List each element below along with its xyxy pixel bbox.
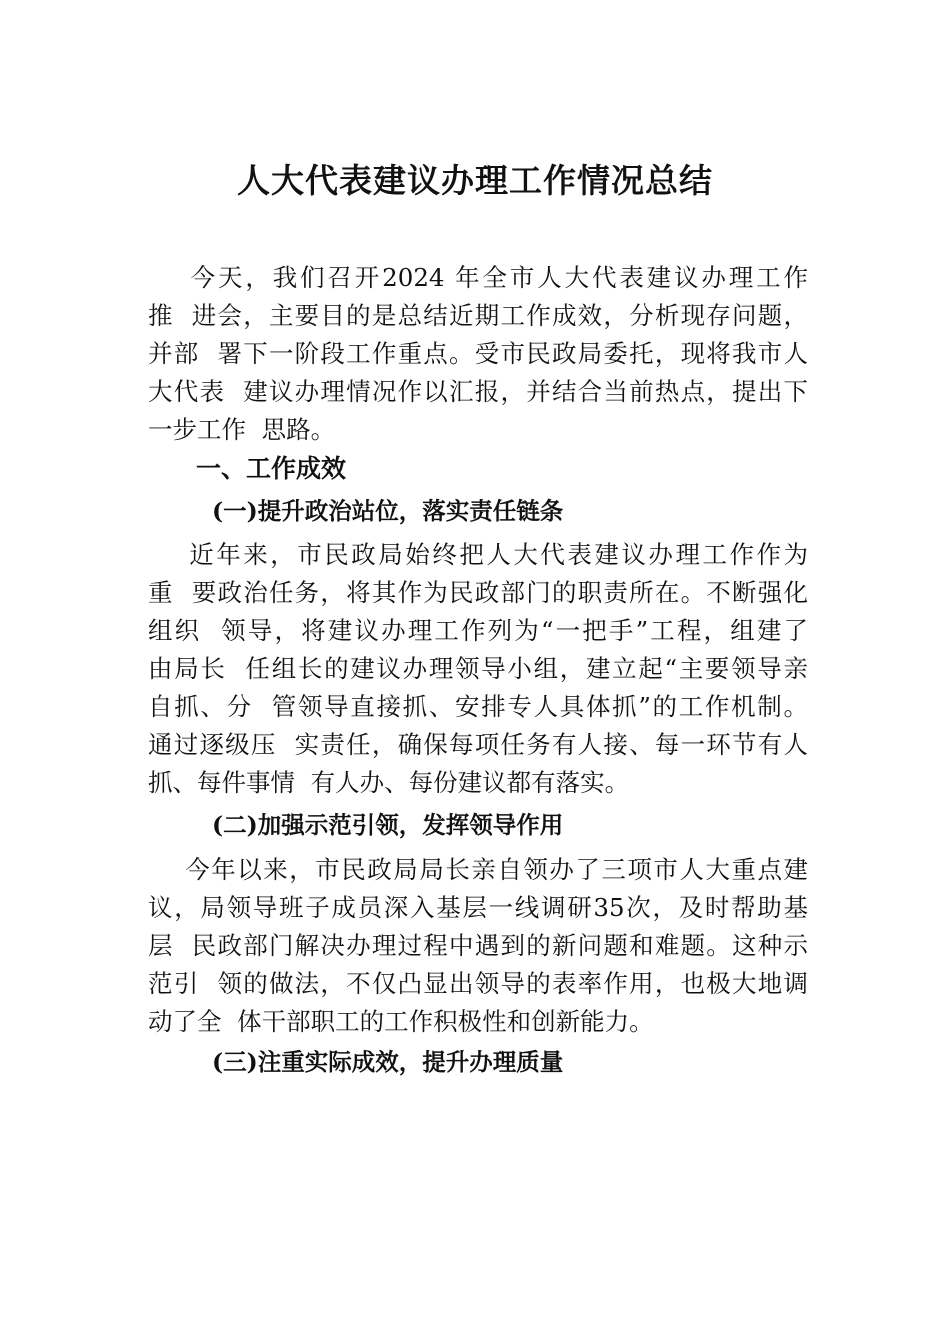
section-heading-1: 一、工作成效	[196, 454, 347, 483]
intro-line-4: 大代表 建议办理情况作以汇报，并结合当前热点，提出下	[148, 377, 808, 406]
sub2-line-3: 层 民政部门解决办理过程中遇到的新问题和难题。这种示	[148, 931, 808, 960]
subsection-heading-3: (三)注重实际成效，提升办理质量	[212, 1048, 564, 1076]
sub2-line-5: 动了全 体干部职工的工作积极性和创新能力。	[148, 1007, 654, 1036]
intro-line-5: 一步工作 思路。	[148, 415, 336, 444]
sub1-line-3: 组织 领导，将建议办理工作列为“一把手”工程，组建了	[148, 616, 808, 645]
intro-line-2: 推 进会，主要目的是总结近期工作成效，分析现存问题，	[148, 301, 808, 330]
sub1-line-4: 由局长 任组长的建议办理领导小组，建立起“主要领导亲	[148, 654, 808, 683]
sub2-line-2: 议，局领导班子成员深入基层一线调研35次，及时帮助基	[148, 893, 808, 922]
intro-line-1: 今天，我们召开2024 年全市人大代表建议办理工作	[148, 263, 808, 292]
sub2-line-1: 今年以来，市民政局局长亲自领办了三项市人大重点建	[148, 855, 808, 884]
subsection-heading-2: (二)加强示范引领，发挥领导作用	[212, 811, 564, 839]
document-title: 人大代表建议办理工作情况总结	[237, 161, 713, 200]
sub1-line-7: 抓、每件事情 有人办、每份建议都有落实。	[148, 768, 630, 797]
sub1-line-6: 通过逐级压 实责任，确保每项任务有人接、每一环节有人	[148, 730, 808, 759]
sub1-line-1: 近年来，市民政局始终把人大代表建议办理工作作为	[148, 540, 808, 569]
subsection-heading-1: (一)提升政治站位，落实责任链条	[212, 497, 564, 525]
sub1-line-5: 自抓、分 管领导直接抓、安排专人具体抓”的工作机制。	[148, 692, 808, 721]
sub2-line-4: 范引 领的做法，不仅凸显出领导的表率作用，也极大地调	[148, 969, 808, 998]
sub1-line-2: 重 要政治任务，将其作为民政部门的职责所在。不断强化	[148, 578, 808, 607]
intro-line-3: 并部 署下一阶段工作重点。受市民政局委托，现将我市人	[148, 339, 808, 368]
